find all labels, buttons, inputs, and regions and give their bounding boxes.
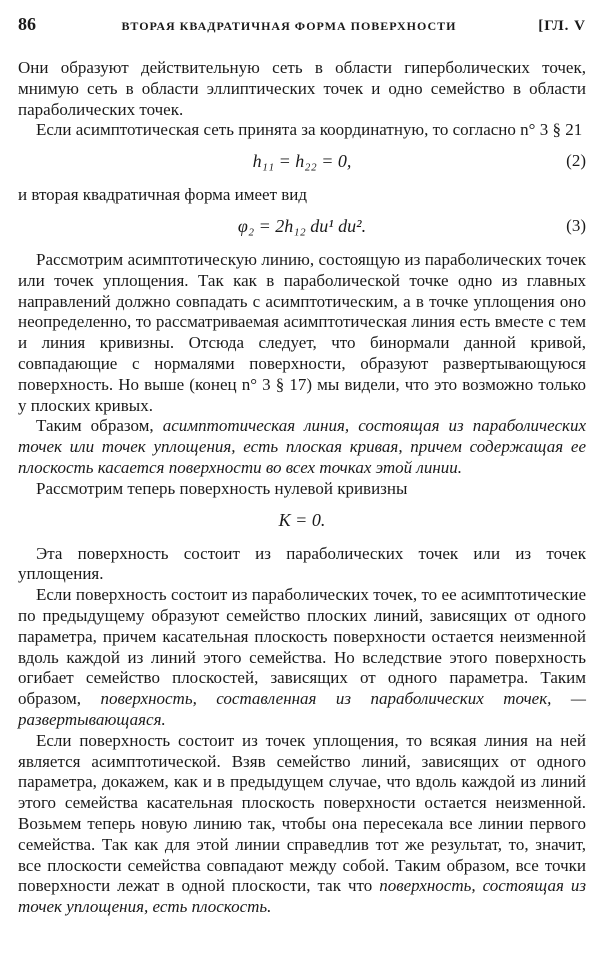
paragraph-9	[18, 731, 586, 918]
chapter-mark: [ГЛ. V	[538, 18, 586, 34]
formula-2-number: (2)	[566, 151, 586, 171]
paragraph-8-theorem: поверхность, составленная из параболических точек, — развертывающаяся.	[18, 689, 586, 729]
formula-2	[18, 141, 586, 185]
paragraph-5-theorem: асимптотическая линия, состоящая из параболических точек или точек уплощения, есть плоская кривая, причем содержащая ее плоскость касается поверхности во всех точках этой линии.	[18, 416, 586, 477]
paragraph-9-theorem: поверхность, состоящая из точек уплощения, есть плоскость.	[18, 876, 586, 917]
formula-3-number: (3)	[566, 215, 586, 235]
paragraph-3: и вторая квадратичная форма имеет вид	[18, 185, 308, 205]
paragraph-5	[18, 416, 586, 478]
formula-k	[18, 500, 586, 544]
paragraph-9-lead: Если поверхность состоит из точек уплощения, то всякая линия на ней является асимптотической. Взяв семейство линий, зависящих от одного параметра, докажем, как и в предыдущем случае, что вдоль каждой из линий этого семейства касательная плоскость поверхности остается неизменной. Возьмем теперь новую линию так, чтобы она пересекала все линии первого семейства. Так как для этой линии справедлив тот же результат, то, значит, все плоскости семейства совпадают между собой. Таким образом, все точки поверхности лежат в одной плоскости, так что	[18, 730, 586, 896]
paragraph-6: Рассмотрим теперь поверхность нулевой кривизны	[36, 478, 408, 498]
formula-3-expression: φ₂ = 2h₁₂ du¹ du².	[237, 215, 367, 236]
paragraph-8	[18, 585, 586, 731]
formula-2-expression: h₁₁ = h₂₂ = 0,	[252, 151, 352, 172]
paragraph-2: Если асимптотическая сеть принята за координатную, то согласно n° 3 § 21	[36, 120, 583, 140]
formula-k-expression: K = 0.	[278, 509, 326, 530]
running-title: ВТОРАЯ КВАДРАТИЧНАЯ ФОРМА ПОВЕРХНОСТИ	[121, 19, 457, 33]
formula-3	[18, 206, 586, 250]
paragraph-7: Эта поверхность состоит из параболических точек или из точек уплощения.	[18, 543, 586, 584]
paragraph-1: Они образуют действительную сеть в области гиперболических точек, мнимую сеть в области эллиптических точек и одно семейство в области параболических точек.	[18, 58, 586, 119]
paragraph-5-lead: Таким образом,	[36, 416, 163, 436]
paragraph-8-lead: Если поверхность состоит из параболических точек, то ее асимптотические по предыдущему образуют семейство плоских линий, зависящих от одного параметра, причем касательная плоскость поверхности остается неизменной вдоль каждой из линий этого семейства. Но вследствие этого поверхность огибает семейство плоскостей, зависящих от одного параметра. Таким образом,	[18, 585, 586, 709]
paragraph-4: Рассмотрим асимптотическую линию, состоящую из параболических точек или точек уплощения. Так как в параболической точке одно из главных направлений должно совпадать с асимптотическим, а в точке уплощения оно неопределенно, то рассматриваемая асимптотическая линия есть вместе с тем и линия кривизны. Отсюда следует, что бинормали данной кривой, совпадающие с нормалями поверхности, образуют развертывающуюся поверхность. Но выше (конец n° 3 § 17) мы видели, что это возможно только у плоских кривых.	[18, 249, 586, 415]
page-number: 86	[18, 14, 36, 34]
page-header	[18, 14, 586, 40]
body-text	[18, 58, 586, 918]
